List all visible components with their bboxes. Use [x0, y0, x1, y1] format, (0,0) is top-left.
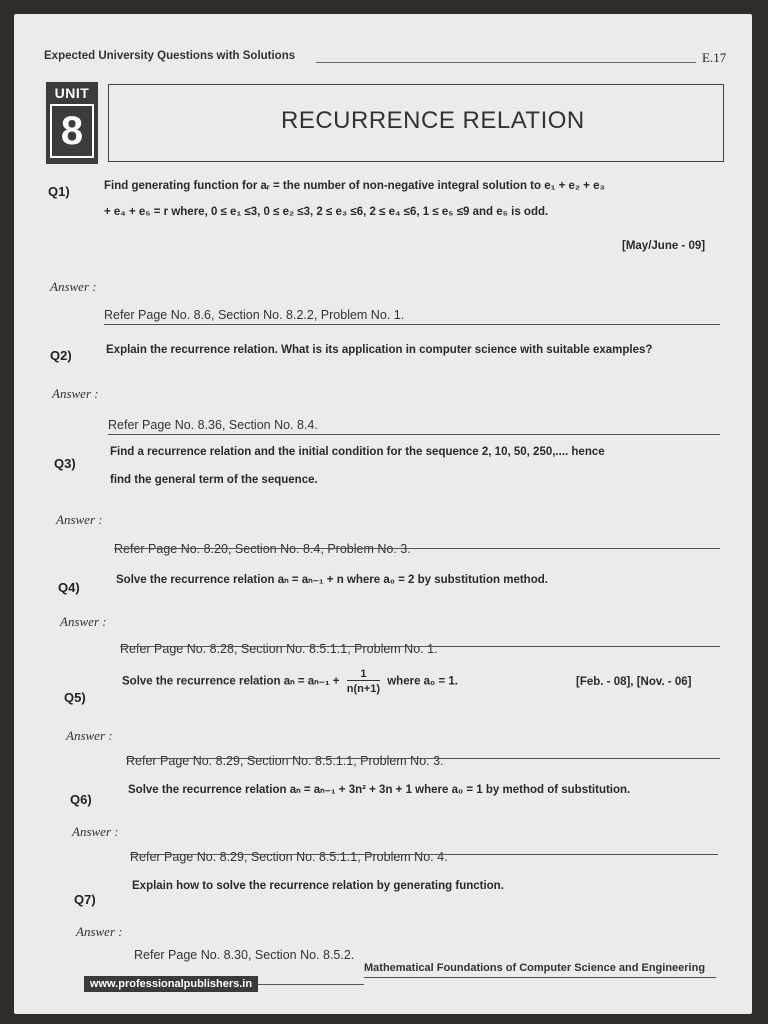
answer-reference: Refer Page No. 8.28, Section No. 8.5.1.1, Problem No. 1. [120, 642, 438, 656]
question-text: find the general term of the sequence. [110, 474, 318, 486]
answer-reference: Refer Page No. 8.29, Section No. 8.5.1.1, Problem No. 3. [126, 754, 444, 768]
question-text: Solve the recurrence relation aₙ = aₙ₋₁ + [122, 675, 340, 688]
publisher-url: www.professionalpublishers.in [84, 976, 258, 992]
question-number: Q3) [54, 456, 76, 471]
exam-date: [May/June - 09] [622, 240, 706, 252]
unit-badge [46, 82, 98, 164]
chapter-title: RECURRENCE RELATION [281, 107, 585, 134]
answer-label: Answer : [76, 924, 123, 939]
answer-rule [108, 434, 720, 435]
page-number: E.17 [702, 50, 727, 65]
question-text: Explain the recurrence relation. What is its application in computer science with suitable examples? [106, 344, 653, 356]
header-rule [316, 62, 696, 63]
answer-reference: Refer Page No. 8.6, Section No. 8.2.2, Problem No. 1. [104, 308, 405, 322]
question-text-tail: where a₀ = 1. [387, 675, 458, 688]
answer-reference: Refer Page No. 8.20, Section No. 8.4, Problem No. 3. [114, 542, 411, 556]
unit-label: UNIT [54, 85, 90, 101]
answer-label: Answer : [66, 728, 113, 743]
question-text: Solve the recurrence relation aₙ = aₙ₋₁ + n where a₀ = 2 by substitution method. [116, 574, 548, 586]
answer-rule [104, 324, 720, 325]
running-header-title: Expected University Questions with Solutions [44, 50, 296, 62]
exam-date: [Feb. - 08], [Nov. - 06] [576, 676, 692, 688]
question-text: + e₄ + e₅ = r where, 0 ≤ e₁ ≤3, 0 ≤ e₂ ≤3, 2 ≤ e₃ ≤6, 2 ≤ e₄ ≤6, 1 ≤ e₅ ≤9 and e₅ is odd. [104, 206, 549, 218]
question-text: Explain how to solve the recurrence relation by generating function. [132, 880, 504, 892]
answer-label: Answer : [56, 512, 103, 527]
book-title-underline [364, 977, 716, 978]
question-number: Q2) [50, 348, 72, 363]
chapter-title-box [108, 84, 724, 162]
footer-rule [258, 984, 364, 985]
answer-rule [120, 646, 720, 647]
question-text: Find generating function for aᵣ = the number of non-negative integral solution to e₁ + e₂ + e₃ [104, 180, 605, 192]
question-text: Solve the recurrence relation aₙ = aₙ₋₁ + 3n² + 3n + 1 where a₀ = 1 by method of substitution. [128, 784, 631, 796]
answer-label: Answer : [50, 279, 97, 294]
fraction-denominator: n(n+1) [346, 683, 381, 695]
question-number: Q5) [64, 690, 86, 705]
answer-reference: Refer Page No. 8.30, Section No. 8.5.2. [134, 948, 355, 962]
question-number: Q4) [58, 580, 80, 595]
answer-label: Answer : [52, 386, 99, 401]
document-page [14, 14, 752, 1014]
question-number: Q1) [48, 184, 70, 199]
answer-reference: Refer Page No. 8.36, Section No. 8.4. [108, 418, 318, 432]
question-number: Q7) [74, 892, 96, 907]
question-text: Find a recurrence relation and the initial condition for the sequence 2, 10, 50, 250,.... hence [110, 446, 605, 458]
question-number: Q6) [70, 792, 92, 807]
fraction [347, 668, 380, 695]
answer-rule [130, 854, 718, 855]
answer-reference: Refer Page No. 8.29, Section No. 8.5.1.1, Problem No. 4. [130, 850, 448, 864]
unit-number: 8 [50, 104, 94, 158]
fraction-numerator: 1 [347, 668, 380, 681]
answer-label: Answer : [72, 824, 119, 839]
answer-rule [114, 548, 720, 549]
question-text-with-fraction [122, 668, 458, 695]
book-title: Mathematical Foundations of Computer Science and Engineering [364, 962, 706, 974]
answer-rule [126, 758, 720, 759]
answer-label: Answer : [60, 614, 107, 629]
